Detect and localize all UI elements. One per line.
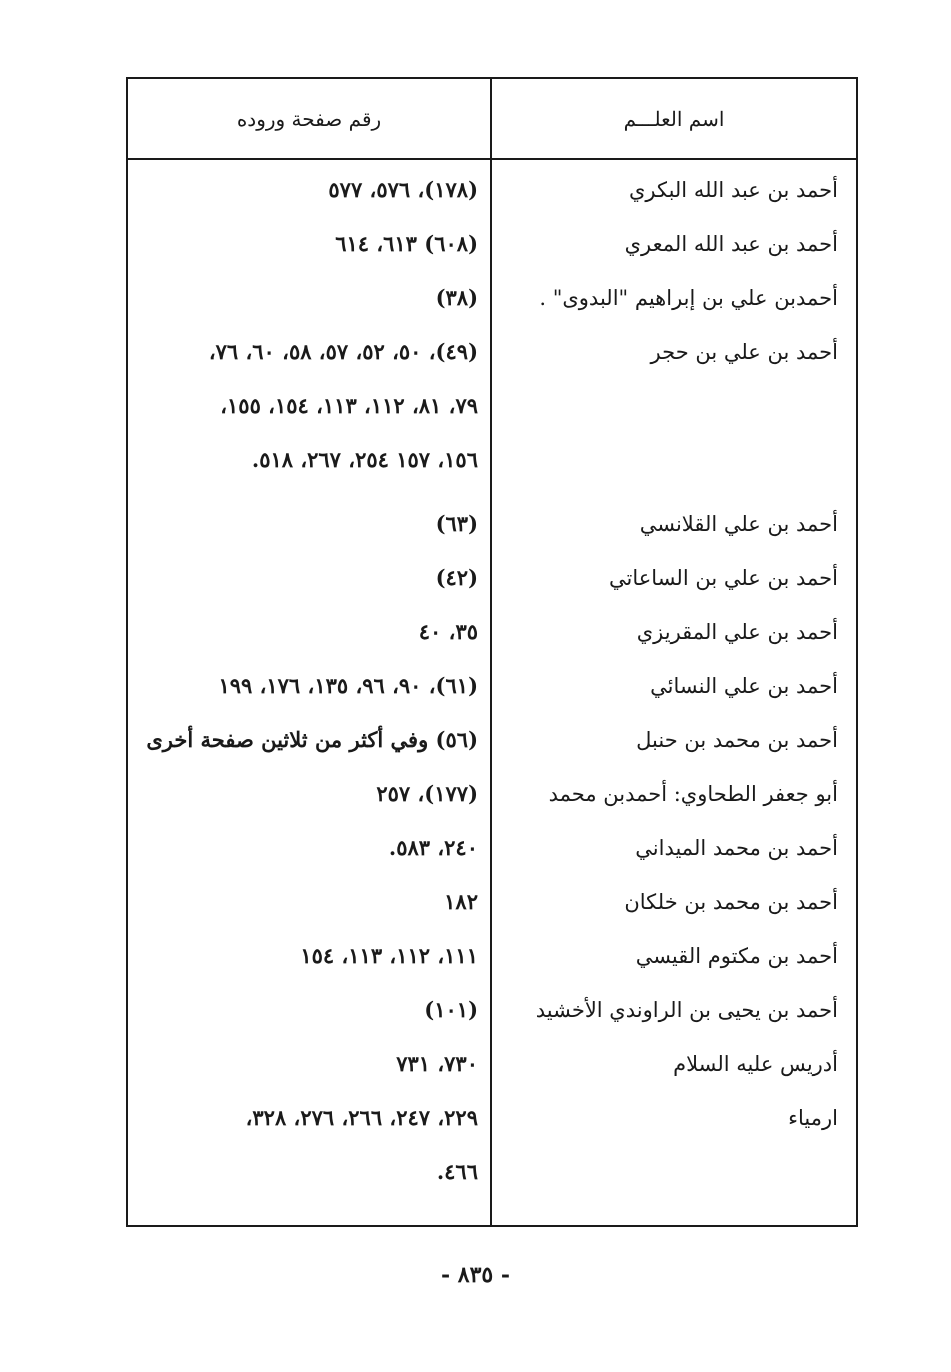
page-reference-line: ٧٣٠، ٧٣١ (396, 1051, 478, 1076)
page-reference-line: ٧٩، ٨١، ١١٢، ١١٣، ١٥٤، ١٥٥، (220, 393, 478, 418)
table-row (128, 983, 856, 1037)
table-row (128, 1037, 856, 1091)
page-reference-line: ١٥٦، ١٥٧ ٢٥٤، ٢٦٧، ٥١٨. (251, 447, 478, 472)
page-references (128, 217, 478, 271)
header-name-column: اسم العلـــم (623, 106, 725, 131)
page-reference-line: ٤٦٦. (436, 1159, 478, 1184)
page-reference-line: (٤٢) (435, 565, 478, 590)
page-references (128, 271, 478, 325)
table-row (128, 217, 856, 271)
table-row (128, 713, 856, 767)
person-name: أحمد بن علي بن الساعاتي (609, 566, 838, 590)
page-references (128, 767, 478, 821)
page-reference-line: (٥٦) وفي أكثر من ثلاثين صفحة أخرى (146, 727, 478, 752)
page-reference-line: (٣٨) (435, 285, 478, 310)
table-row (128, 875, 856, 929)
person-name: ارمياء (788, 1106, 838, 1130)
header-pages-column: رقم صفحة وروده (236, 106, 382, 131)
page-reference-line: ٢٢٩، ٢٤٧، ٢٦٦، ٢٧٦، ٣٢٨، (245, 1105, 478, 1130)
table-row (128, 271, 856, 325)
page-reference-line: ٢٤٠، ٥٨٣. (388, 835, 478, 860)
page-references (128, 821, 478, 875)
table-row (128, 1091, 856, 1199)
page-references (128, 713, 478, 767)
page-references (128, 163, 478, 217)
person-name: أحمد بن علي المقريزي (636, 620, 838, 644)
page-reference-line: ٣٥، ٤٠ (418, 619, 478, 644)
page-reference-line: ١١١، ١١٢، ١١٣، ١٥٤ (300, 943, 478, 968)
header-divider (128, 158, 856, 160)
person-name: أحمد بن عبد الله المعري (624, 232, 838, 256)
page-references (128, 983, 478, 1037)
table-row (128, 551, 856, 605)
page-references (128, 1091, 478, 1199)
page-references (128, 605, 478, 659)
person-name: أحمد بن محمد بن حنبل (636, 728, 838, 752)
page-reference-line: ١٨٢ (444, 889, 478, 914)
page-references (128, 875, 478, 929)
person-name: أحمد بن علي النسائي (650, 674, 838, 698)
person-name: أحمد بن عبد الله البكري (628, 178, 838, 202)
page-reference-line: (١٧٨)، ٥٧٦، ٥٧٧ (328, 177, 478, 202)
person-name: أحمد بن علي القلانسي (639, 512, 838, 536)
page-reference-line: (٦١)، ٩٠، ٩٦، ١٣٥، ١٧٦، ١٩٩ (218, 673, 478, 698)
page-references (128, 929, 478, 983)
page-references (128, 1037, 478, 1091)
page-number: - ٨٣٥ - (440, 1262, 511, 1288)
index-table (126, 77, 858, 1227)
table-row (128, 497, 856, 551)
person-name: أدريس عليه السلام (673, 1052, 838, 1076)
page-references (128, 325, 478, 487)
page-reference-line: (٦٣) (435, 511, 478, 536)
person-name: أحمد بن علي بن حجر (650, 340, 838, 364)
table-row (128, 605, 856, 659)
table-row (128, 163, 856, 217)
page-references (128, 659, 478, 713)
table-row (128, 929, 856, 983)
person-name: أحمدبن علي بن إبراهيم "البدوى" . (539, 286, 838, 310)
table-row (128, 325, 856, 487)
person-name: أحمد بن محمد الميداني (635, 836, 838, 860)
table-row (128, 821, 856, 875)
table-row (128, 767, 856, 821)
person-name: أحمد بن محمد بن خلكان (624, 890, 838, 914)
page-references (128, 497, 478, 551)
person-name: أبو جعفر الطحاوي: أحمدبن محمد (548, 782, 838, 806)
page-references (128, 551, 478, 605)
table-row (128, 659, 856, 713)
page-reference-line: (١٠١) (424, 997, 478, 1022)
page-reference-line: (٦٠٨) ٦١٣، ٦١٤ (335, 231, 478, 256)
page-reference-line: (١٧٧)، ٢٥٧ (376, 781, 478, 806)
person-name: أحمد بن يحيى بن الراوندي الأخشيد (535, 998, 838, 1022)
page-reference-line: (٤٩)، ٥٠، ٥٢، ٥٧، ٥٨، ٦٠، ٧٦، (208, 339, 478, 364)
person-name: أحمد بن مكتوم القيسي (635, 944, 838, 968)
